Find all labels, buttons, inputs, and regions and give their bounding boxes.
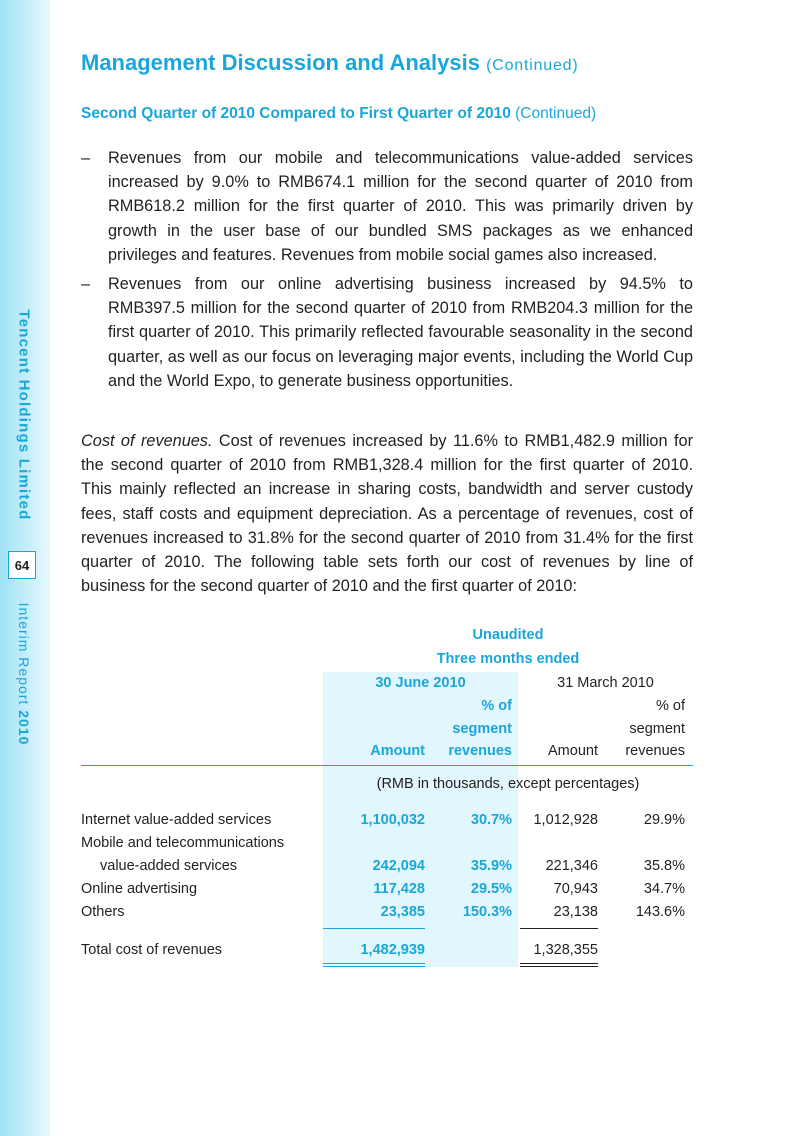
section-title-text: Second Quarter of 2010 Compared to First Quarter of 2010 — [81, 105, 511, 122]
col-header-q1: 31 March 2010 — [557, 675, 654, 691]
q2-pct-label-1: % of — [481, 698, 512, 714]
bullet-text: Revenues from our mobile and telecommunications value-added services increased by 9.0% to RMB674.1 million for the second quarter of 2010 from RMB618.2 million for the first quarter of 2010. This was primarily driven by growth in the user base of our bundled SMS packages as we enhanced privileges and features. Revenues from mobile social games also increased. — [108, 149, 693, 264]
col-header-q2: 30 June 2010 — [375, 675, 466, 691]
q2-pct: 30.7% — [470, 812, 512, 828]
total-q1-amount: 1,328,355 — [533, 942, 598, 958]
bullet-item — [81, 272, 693, 393]
q1-subtotal-rule — [520, 928, 598, 929]
paragraph-text: Cost of revenues increased by 11.6% to RMB1,482.9 million for the second quarter of 2010 from RMB1,328.4 million for the first quarter of 2010. This mainly reflected an increase in sharing costs, bandwidth and server custody fees, staff costs and equipment depreciation. As a percentage of revenues, cost of revenues increased to 31.8% for the second quarter of 2010 from 31.4% for the first quarter of 2010. The following table sets forth our cost of revenues by line of business for the second quarter of 2010 and the first quarter of 2010: — [81, 432, 693, 596]
bullet-list — [81, 146, 693, 398]
q2-amount: 117,428 — [373, 881, 425, 897]
header-unaudited: Unaudited — [472, 627, 544, 643]
units-note: (RMB in thousands, except percentages) — [376, 776, 640, 792]
q1-pct-label-1: % of — [655, 698, 685, 714]
bullet-dash: – — [81, 275, 91, 294]
section-title-continued: (Continued) — [515, 105, 597, 122]
page-title — [81, 50, 579, 76]
q2-pct-label-3: revenues — [448, 743, 512, 759]
page-title-continued: (Continued) — [486, 57, 579, 74]
q1-amount: 23,138 — [553, 904, 598, 920]
q1-amount: 70,943 — [553, 881, 598, 897]
row-label: Online advertising — [81, 881, 198, 897]
page-number: 64 — [8, 551, 36, 579]
q2-pct: 29.5% — [470, 881, 512, 897]
total-q2-amount: 1,482,939 — [360, 942, 425, 958]
q1-total-underline-1 — [520, 963, 598, 964]
header-rule — [81, 765, 693, 766]
q2-amount: 23,385 — [380, 904, 425, 920]
q1-pct-label-2: segment — [629, 721, 685, 737]
report-year: 2010 — [16, 710, 32, 746]
q2-subtotal-rule — [323, 928, 425, 929]
q1-total-underline-2 — [520, 966, 598, 967]
sidebar-report-title — [16, 603, 32, 746]
q2-amount-label: Amount — [370, 743, 425, 759]
q2-total-underline-2 — [323, 966, 425, 967]
bullet-text: Revenues from our online advertising business increased by 94.5% to RMB397.5 million for the second quarter of 2010 from RMB204.3 million for the first quarter of 2010. This primarily reflected favourable seasonality in the second quarter, as well as our focus on leveraging major events, including the World Cup and the World Expo, to generate business opportunities. — [108, 275, 693, 390]
cost-of-revenues-paragraph — [81, 429, 693, 598]
q2-pct: 35.9% — [470, 858, 512, 874]
bullet-dash: – — [81, 149, 91, 167]
row-label: Others — [81, 904, 125, 920]
q2-total-underline-1 — [323, 963, 425, 964]
total-label: Total cost of revenues — [81, 942, 223, 958]
q2-amount: 1,100,032 — [360, 812, 425, 828]
header-period: Three months ended — [436, 651, 580, 667]
q1-amount: 1,012,928 — [533, 812, 598, 828]
q1-pct: 35.8% — [643, 858, 685, 874]
section-title — [81, 105, 596, 123]
q2-amount: 242,094 — [372, 858, 425, 874]
q1-pct: 143.6% — [635, 904, 685, 920]
q2-pct: 150.3% — [462, 904, 512, 920]
sidebar — [0, 0, 50, 1136]
row-label: Mobile and telecommunications — [81, 835, 285, 851]
row-label-continued: value-added services — [100, 858, 238, 874]
q1-pct: 34.7% — [643, 881, 685, 897]
paragraph-lead: Cost of revenues. — [81, 432, 213, 450]
bullet-item — [81, 146, 693, 267]
sidebar-company-name: Tencent Holdings Limited — [15, 309, 33, 521]
q1-pct: 29.9% — [643, 812, 685, 828]
q1-amount: 221,346 — [545, 858, 598, 874]
q1-amount-label: Amount — [548, 743, 598, 759]
q1-pct-label-3: revenues — [625, 743, 685, 759]
page-title-text: Management Discussion and Analysis — [81, 50, 480, 75]
row-label: Internet value-added services — [81, 812, 272, 828]
report-prefix: Interim Report — [16, 602, 32, 706]
q2-pct-label-2: segment — [452, 721, 512, 737]
